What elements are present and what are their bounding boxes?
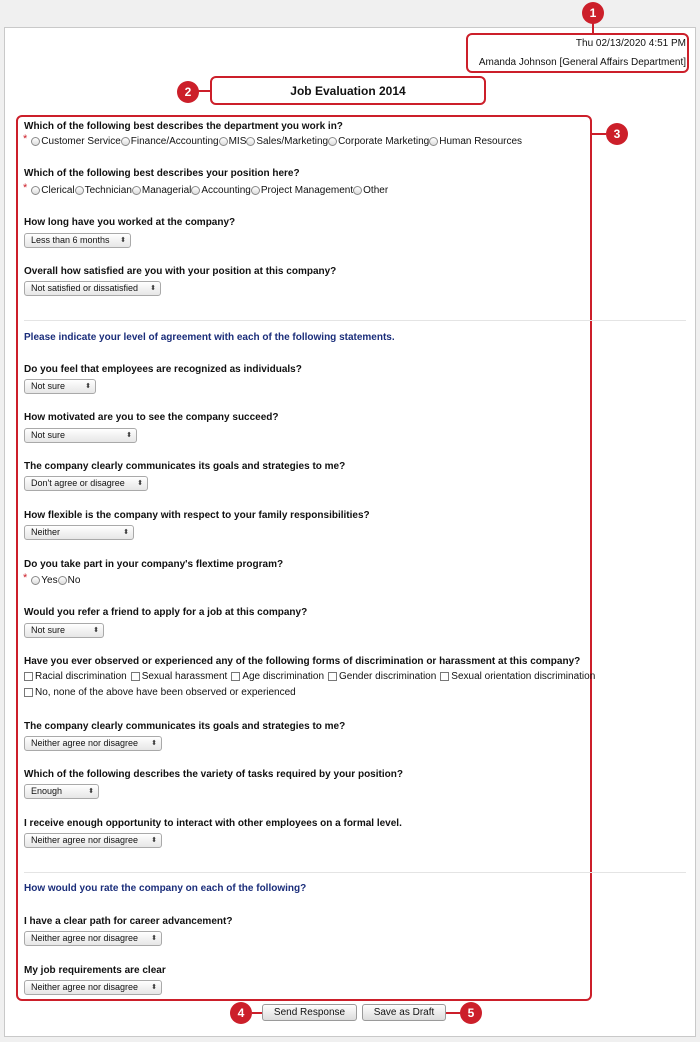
question-position: Which of the following best describes your position here?	[24, 168, 300, 179]
radio-button[interactable]	[121, 137, 130, 146]
flextime-options	[23, 574, 80, 586]
radio-button[interactable]	[219, 137, 228, 146]
question-satisfaction: Overall how satisfied are you with your position at this company?	[24, 266, 337, 277]
checkbox[interactable]	[24, 688, 33, 697]
select-arrows-icon: ⬍	[88, 788, 94, 795]
select-value: Not sure	[31, 430, 66, 440]
callout-badge-4: 4	[230, 1002, 252, 1024]
user-info: Amanda Johnson [General Affairs Department]	[478, 57, 686, 68]
discrimination-options-row2	[24, 687, 296, 698]
callout-line-4	[252, 1012, 262, 1014]
callout-line-5	[446, 1012, 460, 1014]
radio-option-yes[interactable]	[31, 575, 57, 586]
radio-option-no[interactable]	[58, 575, 81, 586]
section-divider	[24, 320, 686, 321]
task-variety-select[interactable]	[24, 784, 99, 799]
select-value: Neither agree nor disagree	[31, 738, 139, 748]
position-options	[23, 184, 388, 196]
checkbox-label: Sexual harassment	[141, 671, 228, 682]
question-career-path: I have a clear path for career advancement?	[24, 916, 233, 927]
radio-label: Customer Service	[41, 135, 121, 147]
refer-friend-select[interactable]	[24, 623, 104, 638]
select-value: Neither agree nor disagree	[31, 933, 139, 943]
checkbox-label: Racial discrimination	[35, 671, 127, 682]
question-communicates-goals-2: The company clearly communicates its goals and strategies to me?	[24, 721, 346, 732]
radio-button[interactable]	[31, 186, 40, 195]
select-value: Not satisfied or dissatisfied	[31, 283, 139, 293]
radio-label: Finance/Accounting	[130, 135, 219, 147]
radio-button[interactable]	[75, 186, 84, 195]
tenure-select[interactable]	[24, 233, 131, 248]
question-flextime: Do you take part in your company's flextime program?	[24, 559, 284, 570]
radio-label: Project Management	[260, 184, 354, 196]
select-arrows-icon: ⬍	[120, 237, 126, 244]
radio-button[interactable]	[132, 186, 141, 195]
question-interaction: I receive enough opportunity to interact with other employees on a formal level.	[24, 818, 402, 829]
radio-label: Other	[363, 184, 389, 196]
select-arrows-icon: ⬍	[126, 432, 132, 439]
question-task-variety: Which of the following describes the variety of tasks required by your position?	[24, 769, 403, 780]
send-response-button[interactable]: Send Response	[262, 1004, 357, 1021]
radio-option[interactable]	[75, 185, 132, 196]
select-value: Neither agree nor disagree	[31, 835, 139, 845]
callout-badge-5: 5	[460, 1002, 482, 1024]
radio-label: Human Resources	[439, 135, 523, 147]
radio-option[interactable]	[328, 136, 429, 147]
radio-button[interactable]	[31, 576, 40, 585]
question-discrimination: Have you ever observed or experienced any of the following forms of discrimination or harassment at this company?	[24, 656, 581, 667]
select-arrows-icon: ⬍	[151, 837, 157, 844]
radio-option[interactable]	[246, 136, 328, 147]
radio-label: Managerial	[141, 184, 192, 196]
radio-option[interactable]	[219, 136, 247, 147]
discrimination-options	[24, 671, 595, 682]
radio-label: MIS	[228, 135, 247, 147]
satisfaction-select[interactable]	[24, 281, 161, 296]
radio-label: Corporate Marketing	[338, 135, 430, 147]
question-department: Which of the following best describes the department you work in?	[24, 121, 343, 132]
section-heading-agreement: Please indicate your level of agreement with each of the following statements.	[24, 332, 395, 343]
communicates-goals-select[interactable]	[24, 476, 148, 491]
checkbox[interactable]	[440, 672, 449, 681]
select-value: Enough	[31, 786, 63, 796]
select-arrows-icon: ⬍	[151, 984, 157, 991]
select-value: Not sure	[31, 381, 66, 391]
required-marker: *	[23, 182, 28, 194]
checkbox-option[interactable]	[231, 671, 324, 682]
radio-button[interactable]	[251, 186, 260, 195]
checkbox-option[interactable]	[131, 671, 228, 682]
select-value: Neither	[31, 527, 61, 537]
checkbox-option[interactable]	[24, 671, 127, 682]
department-options	[23, 135, 522, 147]
section-divider	[24, 872, 686, 873]
checkbox-label: Age discrimination	[242, 671, 325, 682]
radio-button[interactable]	[31, 137, 40, 146]
checkbox-label: Sexual orientation discrimination	[451, 671, 596, 682]
radio-label: Clerical	[41, 184, 75, 196]
form-title: Job Evaluation 2014	[210, 76, 486, 105]
select-value: Don't agree or disagree	[31, 478, 125, 488]
select-arrows-icon: ⬍	[151, 935, 157, 942]
radio-label: Accounting	[201, 184, 251, 196]
checkbox[interactable]	[328, 672, 337, 681]
question-communicates-goals: The company clearly communicates its goals and strategies to me?	[24, 461, 346, 472]
section-heading-rating: How would you rate the company on each of the following?	[24, 883, 307, 894]
question-recognized: Do you feel that employees are recognized as individuals?	[24, 364, 302, 375]
motivated-select[interactable]	[24, 428, 137, 443]
checkbox-option[interactable]	[24, 687, 296, 698]
radio-option[interactable]	[31, 185, 74, 196]
callout-badge-2: 2	[177, 81, 199, 103]
radio-option[interactable]	[121, 136, 219, 147]
career-path-select[interactable]	[24, 931, 162, 946]
job-requirements-select[interactable]	[24, 980, 162, 995]
select-value: Not sure	[31, 625, 66, 635]
callout-line-3	[592, 133, 606, 135]
radio-button[interactable]	[58, 576, 67, 585]
recognized-select[interactable]	[24, 379, 96, 394]
question-tenure: How long have you worked at the company?	[24, 217, 236, 228]
radio-option[interactable]	[251, 185, 353, 196]
checkbox-option[interactable]	[328, 671, 436, 682]
checkbox-option[interactable]	[440, 671, 595, 682]
radio-button[interactable]	[328, 137, 337, 146]
select-arrows-icon: ⬍	[151, 740, 157, 747]
checkbox-label: Gender discrimination	[339, 671, 437, 682]
radio-option[interactable]	[132, 185, 191, 196]
communicates-goals-2-select[interactable]	[24, 736, 162, 751]
radio-option[interactable]	[191, 185, 250, 196]
radio-label: Yes	[41, 574, 58, 586]
radio-option[interactable]	[353, 185, 388, 196]
select-arrows-icon: ⬍	[150, 285, 156, 292]
select-arrows-icon: ⬍	[85, 383, 91, 390]
checkbox[interactable]	[131, 672, 140, 681]
checkbox[interactable]	[231, 672, 240, 681]
current-datetime: Thu 02/13/2020 4:51 PM	[575, 38, 686, 49]
radio-option[interactable]	[31, 136, 120, 147]
select-arrows-icon: ⬍	[123, 529, 129, 536]
required-marker: *	[23, 133, 28, 145]
radio-button[interactable]	[246, 137, 255, 146]
radio-button[interactable]	[353, 186, 362, 195]
radio-button[interactable]	[429, 137, 438, 146]
radio-label: Technician	[84, 184, 132, 196]
select-value: Neither agree nor disagree	[31, 982, 139, 992]
interaction-select[interactable]	[24, 833, 162, 848]
question-motivated: How motivated are you to see the company succeed?	[24, 412, 279, 423]
radio-option[interactable]	[429, 136, 522, 147]
required-marker: *	[23, 572, 28, 584]
select-arrows-icon: ⬍	[93, 627, 99, 634]
radio-button[interactable]	[191, 186, 200, 195]
radio-label: No	[67, 574, 81, 586]
question-flexibility: How flexible is the company with respect to your family responsibilities?	[24, 510, 370, 521]
callout-badge-3: 3	[606, 123, 628, 145]
checkbox[interactable]	[24, 672, 33, 681]
question-job-requirements: My job requirements are clear	[24, 965, 166, 976]
checkbox-label: No, none of the above have been observed or experienced	[35, 687, 296, 698]
select-value: Less than 6 months	[31, 235, 110, 245]
save-as-draft-button[interactable]: Save as Draft	[362, 1004, 446, 1021]
select-arrows-icon: ⬍	[137, 480, 143, 487]
question-refer-friend: Would you refer a friend to apply for a job at this company?	[24, 607, 308, 618]
flexibility-select[interactable]	[24, 525, 134, 540]
callout-badge-1: 1	[582, 2, 604, 24]
radio-label: Sales/Marketing	[256, 135, 329, 147]
